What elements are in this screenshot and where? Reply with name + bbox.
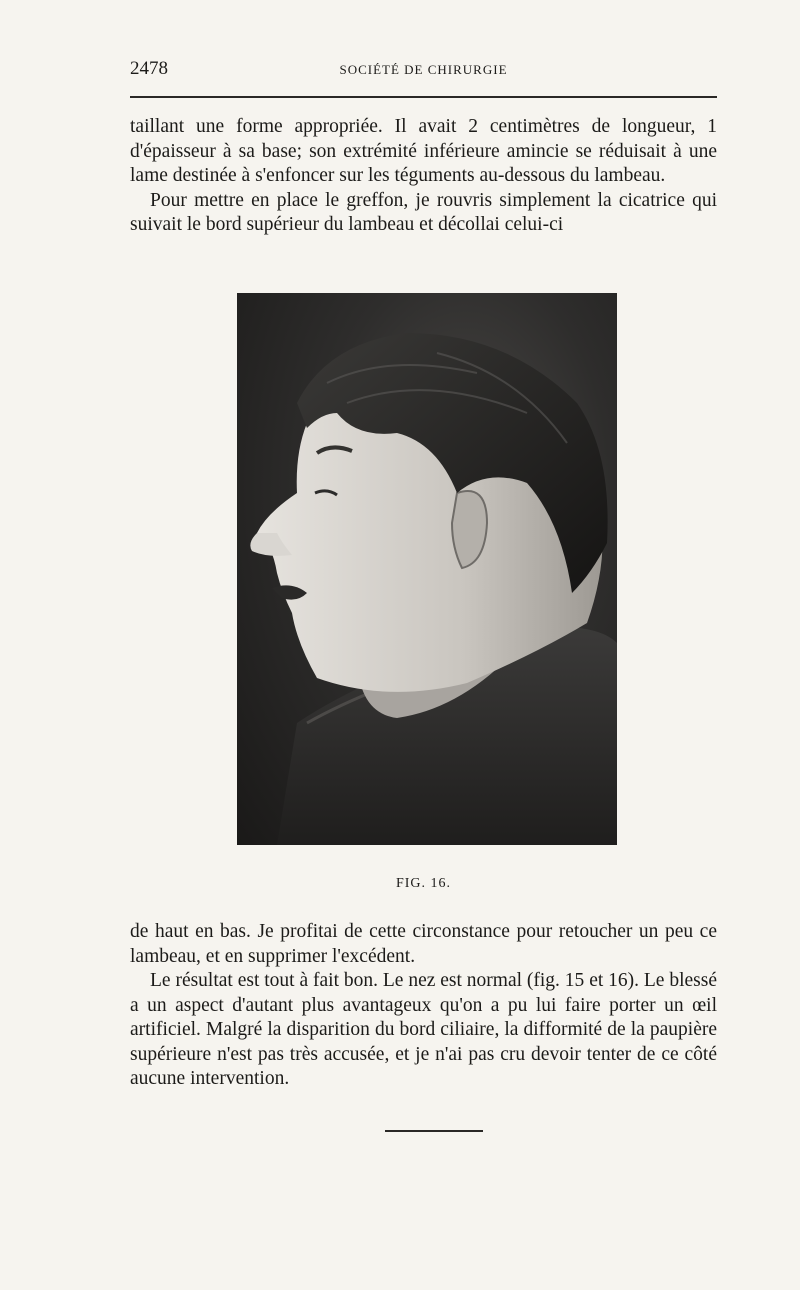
header-rule: [130, 96, 717, 98]
end-rule: [385, 1130, 483, 1132]
paragraph: Pour mettre en place le greffon, je rouvris simplement la cicatrice qui suivait le bord supérieur du lambeau et décollai celui-ci: [130, 189, 717, 235]
paragraph: taillant une forme appropriée. Il avait 2 centimètres de longueur, 1 d'épaisseur à sa base; son extrémité inférieure amincie se réduisait à une lame destinée à s'enfoncer sur les téguments au-dessous du lambeau.: [130, 116, 717, 186]
figure-caption: FIG. 16.: [395, 876, 452, 891]
profile-photograph: [237, 293, 617, 845]
page-number: 2478: [130, 58, 168, 79]
running-head: SOCIÉTÉ DE CHIRURGIE: [339, 62, 508, 77]
paragraph: Le résultat est tout à fait bon. Le nez est normal (fig. 15 et 16). Le blessé a un aspect d'autant plus avantageux qu'on a pu lui faire porter un œil artificiel. Malgré la disparition du bord ciliaire, la difformité de la paupière supérieure n'est pas très accusée, et je n'ai pas cru devoir tenter de ce côté aucune intervention.: [130, 970, 717, 1089]
profile-portrait-image: [237, 293, 617, 845]
paragraph: de haut en bas. Je profitai de cette circonstance pour retoucher un peu ce lambeau, et en supprimer l'excédent.: [130, 921, 717, 967]
body-text-top: [130, 115, 717, 238]
page-header: [130, 58, 717, 86]
body-text-bottom: [130, 920, 717, 1092]
